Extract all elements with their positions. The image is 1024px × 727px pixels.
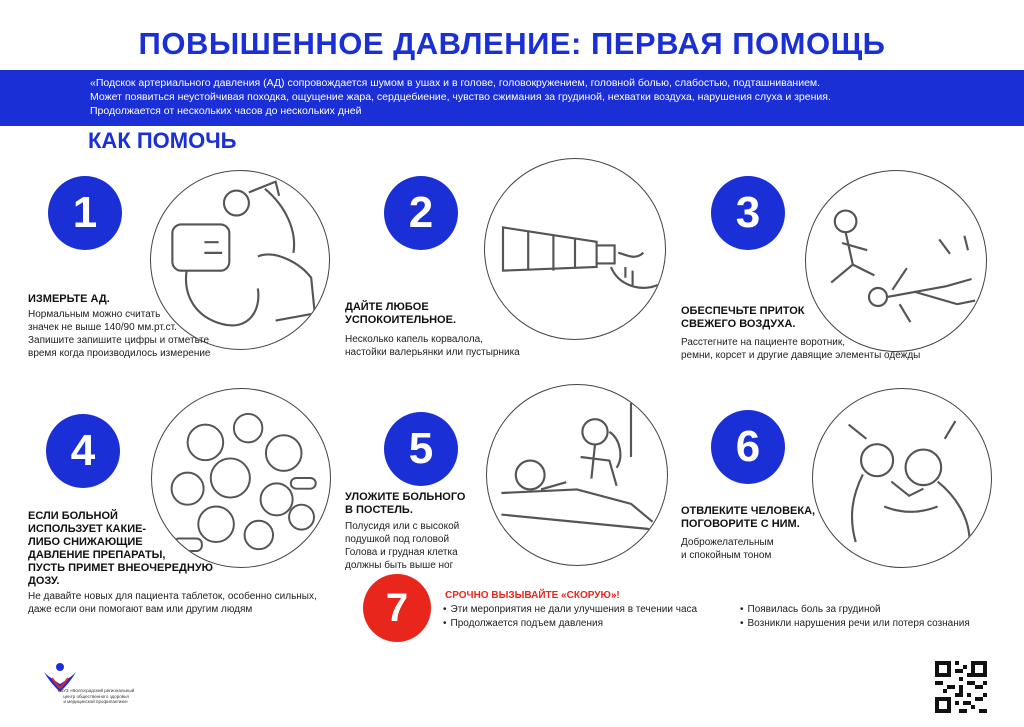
patient-in-bed-illustration [486,384,668,566]
org-line: центр общественного здоровья [63,693,129,699]
list-item: • Возникли нарушения речи или потеря сознания [740,617,970,631]
step-5-title [345,491,465,517]
step-5-text [345,520,459,572]
intro-text [90,76,990,118]
step-6-title [681,505,815,531]
step-number-2: 2 [384,176,458,250]
list-item: • Продолжается подъем давления [443,617,697,631]
step-title-line: УСПОКОИТЕЛЬНОЕ. [345,314,456,326]
step-number-1: 1 [48,176,122,250]
step-title-line: ПУСТЬ ПРИМЕТ ВНЕОЧЕРЕДНУЮ [28,562,214,574]
step-number-5: 5 [384,412,458,486]
step-title-line: УЛОЖИТЕ БОЛЬНОГО [345,491,466,503]
step-text-line: Полусидя или с высокой [345,521,460,532]
intro-line: «Подскок артериального давления (АД) сопровождается шумом в ушах и в голове, головокружением, головной болью, слабостью, подташниванием. [90,77,821,89]
person-lying-illustration [805,170,987,352]
list-item: • Появилась боль за грудиной [740,603,970,617]
step-title-line: ПОГОВОРИТЕ С НИМ. [681,518,800,530]
step-text-line: Голова и грудная клетка [345,547,458,558]
step-title-line: ОБЕСПЕЧЬТЕ ПРИТОК [681,305,805,317]
step-number-7: 7 [363,574,431,642]
urgent-list-right [740,603,970,631]
step-3-text [681,336,920,362]
step-4-text [28,590,317,616]
urgent-heading: СРОЧНО ВЫЗЫВАЙТЕ «СКОРУЮ»! [445,590,620,601]
section-title: КАК ПОМОЧЬ [88,128,237,153]
step-text-line: Не давайте новых для пациента таблеток, особенно сильных, [28,591,317,602]
medicine-drops-illustration [484,158,666,340]
step-text-line: Несколько капель корвалола, [345,334,483,345]
step-text-line: настойки валерьянки или пустырника [345,347,520,358]
step-6-text [681,536,774,562]
step-title-line: ЕСЛИ БОЛЬНОЙ [28,510,118,522]
step-title-line: ИСПОЛЬЗУЕТ КАКИЕ- [28,523,147,535]
step-title-line: ДОЗУ. [28,575,60,587]
step-1-title [28,293,110,306]
step-1-text [28,308,211,360]
step-number-3: 3 [711,176,785,250]
step-text-line: Нормальным можно считать [28,309,161,320]
step-text-line: значек не выше 140/90 мм.рт.ст. [28,322,177,333]
step-title-line: ЛИБО СНИЖАЮЩИЕ [28,536,143,548]
step-3-title [681,305,805,331]
comforting-person-illustration [812,388,992,568]
org-name [56,688,136,705]
step-4-title [28,510,213,588]
step-number-6: 6 [711,410,785,484]
qr-code-icon [935,661,987,713]
step-text-line: даже если они помогают вам или другим людям [28,604,253,615]
step-title-line: В ПОСТЕЛЬ. [345,504,413,516]
intro-line: Может появиться неустойчивая походка, ощущение жара, сердцебиение, чувство сжимания за грудиной, нехватки воздуха, нарушения слуха и зрения. [90,91,831,103]
step-2-title [345,301,456,327]
page-title: ПОВЫШЕННОЕ ДАВЛЕНИЕ: ПЕРВАЯ ПОМОЩЬ [138,26,886,61]
step-text-line: и спокойным тоном [681,550,772,561]
step-title-line: ОТВЛЕКИТЕ ЧЕЛОВЕКА, [681,505,816,517]
step-text-line: должны быть выше ног [345,560,454,571]
step-title-line: ИЗМЕРЬТЕ АД. [28,293,110,305]
step-text-line: подушкой под головой [345,534,450,545]
step-title-line: СВЕЖЕГО ВОЗДУХА. [681,318,796,330]
step-number-4: 4 [46,414,120,488]
org-line: ГБУЗ «Волгоградский региональный [57,688,135,693]
step-text-line: Доброжелательным [681,537,774,548]
step-text-line: ремни, корсет и другие давящие элементы одежды [681,350,921,361]
urgent-list-left [443,603,697,631]
step-text-line: Запишите запишите цифры и отметьте [28,335,210,346]
step-text-line: Расстегните на пациенте воротник, [681,337,846,348]
step-2-text [345,333,520,359]
list-item: • Эти мероприятия не дали улучшения в течении часа [443,603,697,617]
step-title-line: ДАЙТЕ ЛЮБОЕ [345,301,429,313]
org-line: и медицинской профилактики» [63,699,129,704]
step-title-line: ДАВЛЕНИЕ ПРЕПАРАТЫ, [28,549,166,561]
step-text-line: время когда производилось измерение [28,348,211,359]
intro-line: Продолжается от нескольких часов до нескольких дней [90,105,362,117]
